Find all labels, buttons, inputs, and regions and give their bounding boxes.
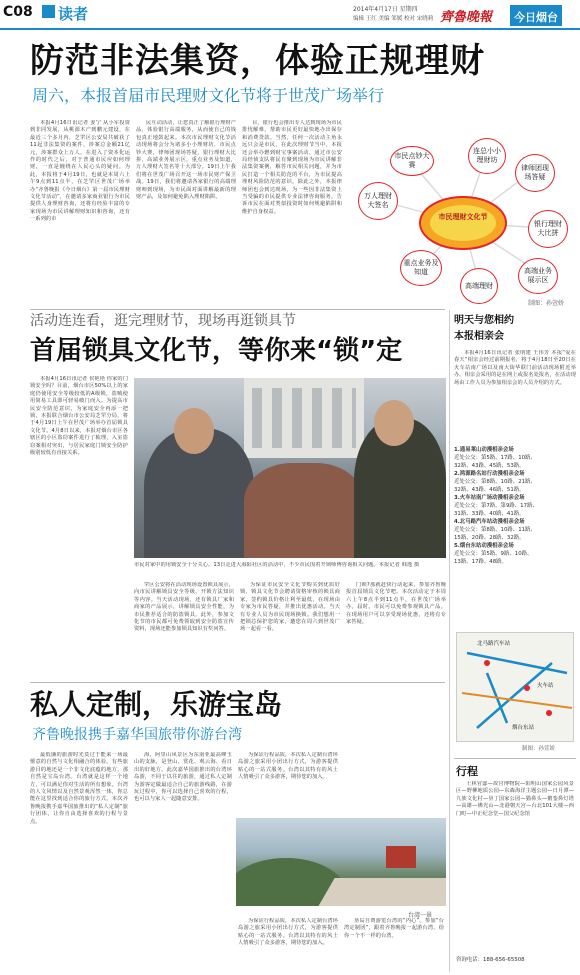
list-item: 近处公交：第7路、第9路、17路、 — [454, 503, 538, 509]
page-code: C08 — [3, 4, 33, 20]
photo-road — [317, 878, 446, 906]
photo-person-right-head — [374, 400, 414, 446]
article2-col2: 罘区公安将在活动现场设置锁具展示，向市民讲解锁具安全等级、开锁方法知识等内容。当天活动现场，还有锁具厂家和商家的产品展示，讲解锁具安全性能，为市民推荐适合的防盗锁具。此外，参加文化节的市民都可免费领取到安全防盗宣传资料，现场还能参加锁具知识有奖问答。 — [134, 582, 234, 633]
photo-building-windows — [252, 388, 356, 448]
taiwan-photo — [236, 818, 446, 906]
travel-title: 行程 — [456, 765, 478, 778]
mindmap-caption: 制图：孙萱娇 — [528, 300, 565, 307]
edition-label: 今日烟台 — [514, 11, 558, 24]
list-item: 近处公交：第5路、9路、10路、 — [454, 551, 533, 557]
mindmap-node: 银行理财大比拼 — [528, 210, 568, 248]
list-item: 近处公交：第5路、17路、10路、 — [454, 455, 536, 461]
article3-col1: 最低廉的旅游时光莫过于能来一场最惬意的自然与文化相融合的体验。有些旅游目的地还是一个非文化底蕴的地方，那自然是宝岛台湾。台湾就是这样一个地方，可以满足你对生活的所有想象。台湾的人文风情以及自然景观浑然一体，你总能在这里找到适合你的旅行方式。本次齐鲁晚报携手嘉华国旅推出的“私人定制”旅行团体，让你自由选择喜欢的行程与景点。 — [30, 752, 128, 825]
list-item: 2.鸿源路名站行动漫相亲会场 — [454, 471, 525, 477]
list-item: 15路、20路、28路、32路。 — [454, 535, 525, 541]
article1-col2: 民互动活动，让您真正了解银行理财产品，体验银行高端服务，从而使自己的钱包真正地鼓起来。本次市民理财文化节活动现场将会分为诸多小小理财坊，市民点钞大赛，律师团现场答疑，银行理财大比拼，高端业务展示区，重点业务及知道，万人理财大签名等十大部分。19日上午我们将在世茂广场召开这一场市民财产保卫战。19日，我们将邀请各家银行的高端理财师到现场，为市民面对面讲解最新的理财产品，及如何避免陷入理财陷阱。 — [136, 120, 236, 201]
list-item: 13路、17路、48路。 — [454, 559, 507, 565]
map-caption: 制图：孙萱娇 — [522, 746, 556, 752]
section-icon — [42, 5, 55, 18]
list-item: 4.北马路汽车站动漫相亲会场 — [454, 519, 525, 525]
photo-house — [386, 846, 416, 868]
locks-photo — [134, 378, 446, 558]
list-item: 32路、43路、46路、51路。 — [454, 487, 525, 493]
map-label: 火车站 — [537, 683, 554, 689]
mindmap-center: 市民理财文化节 — [438, 213, 488, 221]
article1-title: 防范非法集资，体验正规理财 — [30, 41, 485, 81]
mindmap-node: 重点业务及知道 — [400, 250, 442, 286]
page-header — [0, 0, 580, 32]
map-label: 烟台东站 — [512, 725, 535, 731]
edition-badge — [510, 5, 562, 26]
article2-col1: 本报4月16日讯记者 侯艳艳 你家的门锁安全吗？目前，烟台市区50%以上的家庭仍使用安全等级较低的A级锁，盗贼使用简易工具即可轻易破门而入。为提高市民安全防范意识，为家庭安全再添一把锁，本报联合烟台市公安局芝罘分局，将于4月19日上午在世茂广场举办首届锁具文化节。4月8日以来，本报对烟台市区各辖区的小区盗窃案件进行了梳理，入室盗窃案相对突出，与居民家庭门锁安全防护级别较低有直接关系。 — [30, 376, 128, 457]
sidebar-venue-list — [454, 446, 576, 570]
article2-col4: 门锁?那就赶快行动起来，参加齐鲁晚报首届锁具文化节吧。本次活动定于本周六上午8点半到11点半，在世茂广场举办。届时，市民可以免费参观锁具产品。在现场用户可以享受现场优惠，还将有专家答疑。 — [346, 582, 446, 626]
travel-text: 士林官邸—故宫博物院—阳明山国家公园风景区—野柳地质公园—东森海洋主题公园—日月潭—九族文化村—垦丁国家公园—猫鼻头—鹅銮鼻灯塔—高雄—佛光山—北港朝天宫—台北101大楼—西门町—中正纪念堂—国父纪念馆 — [456, 781, 574, 817]
article-divider — [30, 682, 445, 683]
sidebar-title2: 本报相亲会 — [454, 331, 504, 342]
article1-col3: 目，银行也会推出专人达到现场为市民排忧解难，帮助市民更好最快地办出保存和消费贷款。当然，任何一次活动主角永远只会是市民，在此次理财节当中，本报还会举办燃到财宝事案活动。通过市公安局经侦支队将民有聚到现场为市民讲解非法集资案例，解答市民相关问题，并为市民打造一个相关防范的平台，为市民提高理财风险防范的意识。除此之外，本报律师团也会到达现场，为一些因非法集资上当受骗的市民提供专业法律咨询服务，告诉市民在面对类似投资时如何规避陷阱和维护自身权益。 — [242, 120, 342, 215]
travel-box — [454, 758, 576, 970]
mindmap-node: 万人理财大签名 — [358, 182, 398, 220]
article1-col1: 本报4月16日讯记者 姜宁 从小军投资到非同发展，从桃源木产到鹏元建设，在最近三个多月内，芝罘区公安局共破获了11起非法集资的案件，涉案总金额21亿元，涉案群众上万人。在进入了资本化运作的时代之后，对于普通市民应如何理财，一直是缠绕在人民心头的疑问。为此，本报将于4月19日，也就是本周六上午9点到11点半，在芝罘区世茂广场举办“齐鲁晚报《今日烟台》第一届市民理财文化节活动”，在邀请多家商业银行为市民提供人身理财咨询，还将有经验丰富的专家现场为市民讲解理财知识和咨询，还有一系列的市 — [30, 120, 130, 223]
article2-title: 首届锁具文化节，等你来“锁”定 — [30, 336, 403, 366]
section-name: 读者 — [58, 5, 89, 23]
article2-col3: 为保证市民安全文化节购买到优质好锁，锁具文化节会聘请资格审核的锁具商家，签约锁具价格让利至最低，在现场由专家为市民答疑，并推出优惠活动。当天有专业人员为市民现场换锁。我们想用一把锁芯保护您的家，邀您在周六到世茂广场一起看一看。 — [240, 582, 340, 633]
article-divider — [30, 309, 445, 310]
article2-kicker: 活动连连看，逛完理财节，现场再逛锁具节 — [30, 313, 296, 329]
article1-subtitle: 周六，本报首届市民理财文化节将于世茂广场举行 — [32, 86, 385, 105]
list-item: 1.通易莱山动漫相亲会场 — [454, 447, 514, 453]
header-rule — [0, 28, 580, 30]
masthead-logo: 齊魯晚報 — [440, 10, 493, 25]
list-item: 近处公交：第8路、10路、11路、 — [454, 527, 536, 533]
mindmap-node: 市民点钞大赛 — [390, 146, 434, 176]
mindmap-node: 律师团现场答疑 — [515, 154, 555, 192]
travel-hotline: 咨询电话：188-656-65508 — [456, 957, 525, 963]
list-item: 5.烟台东站动漫相亲会场 — [454, 543, 514, 549]
sidebar-intro: 本报4月16日讯记者 张明建 王伟芳 本报“爱在春天”相亲会经过前期报名，将于4月18日至20日在火车站南广场以及南大街华联门前活动现场附近举办。相亲会采用的是在网上或报名处报名，在活动现场由工作人员为参加相亲会的人员介绍的方式。 — [454, 350, 576, 386]
photo-person-left-head — [174, 408, 214, 454]
article3-col2: 海，阿里山风景区为东南亚最高峰玉山的支脉，是登山、赏花、观云海、看日出的好地方。此次嘉华国旅推出的台湾环岛游，不同于以往的旅游，通过私人定制为游客定做最适合自己的旅游线路，在游玩过程中，你可以选择自己喜欢的行程，也可以与家人一起随意安排。 — [134, 752, 232, 803]
list-item: 31路、33路、40路、41路。 — [454, 511, 525, 517]
sidebar-title1: 明天与您相约 — [454, 315, 514, 326]
mindmap-node: 高端业务展示区 — [518, 258, 558, 294]
list-item: 近处公交：第8路、10路、21路、 — [454, 479, 536, 485]
list-item: 3.火车站南广场动漫相亲会场 — [454, 495, 525, 501]
mindmap-node: 连总小小理财坊 — [468, 138, 506, 174]
photo-caption: 市民对家中的用锁安全十分关心。13日走进大海阳社区的活动中，不少市民围着开锁师傅咨询相关问题。本报记者 韩逸 摄 — [134, 562, 420, 568]
article3-col4: 垦岛自费游览台湾的“内心”。参加“台湾定制团”，跟着齐鲁晚报一起游台湾，给你一个不一样的台湾。 — [344, 918, 444, 939]
venue-map — [456, 632, 574, 742]
photo-crowd — [244, 463, 364, 558]
mindmap-graphic — [350, 118, 576, 308]
article3-subtitle: 齐鲁晚报携手嘉华国旅带你游台湾 — [32, 727, 242, 743]
sidebar — [452, 310, 578, 972]
article3-col3b: 为保证行程品质，本次私人定制台湾环岛游之旅采用小团出行方式，为游客提供贴心的一站式服务。台湾以其特有的风土人情吸引了众多游客，期待您的加入。 — [238, 918, 338, 947]
taiwan-photo-caption: 台湾一景 — [408, 912, 433, 919]
article3-title: 私人定制，乐游宝岛 — [30, 688, 283, 721]
date-line: 2014年4月17日 星期四 — [353, 6, 418, 13]
article3-col3: 为保证行程品质，本次私人定制台湾环岛游之旅采用小团出行方式，为游客提供贴心的一站式服务。台湾以其特有的风土人情吸引了众多游客，期待您的加入。 — [238, 752, 338, 781]
list-item: 32路、43路、45路、53路。 — [454, 463, 525, 469]
sidebar-divider — [449, 310, 450, 972]
mindmap-node: 高端理财 — [460, 268, 498, 304]
editor-line: 编辑 王红 美编 邹媛 校对 宋晓莉 — [353, 16, 434, 22]
map-label: 北马路汽车站 — [477, 641, 511, 647]
